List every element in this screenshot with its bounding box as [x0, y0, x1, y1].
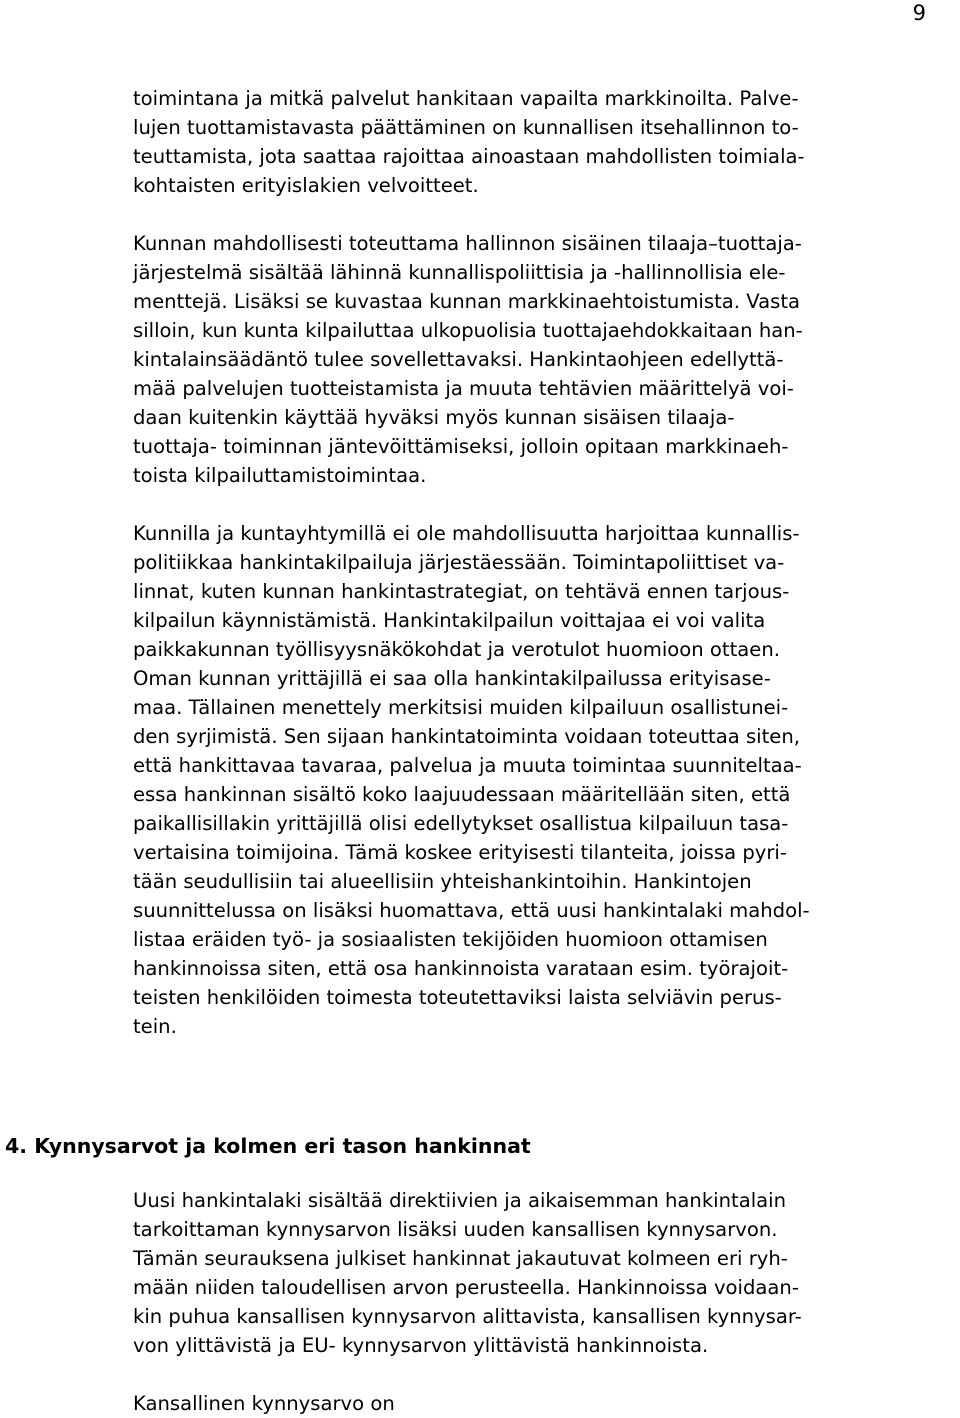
text-line: menttejä. Lisäksi se kuvastaa kunnan markkinaehtoistumista. Vasta: [133, 290, 801, 313]
text-line: kohtaisten erityislakien velvoitteet.: [133, 174, 479, 197]
text-line: silloin, kun kunta kilpailuttaa ulkopuolisia tuottajaehdokkaitaan han-: [133, 319, 803, 342]
text-line: Kansallinen kynnysarvo on: [133, 1392, 395, 1415]
text-line: den syrjimistä. Sen sijaan hankintatoiminta voidaan toteuttaa siten,: [133, 725, 800, 748]
text-line: tään seudullisiin tai alueellisiin yhteishankintoihin. Hankintojen: [133, 870, 752, 893]
text-line: vertaisina toimijoina. Tämä koskee erityisesti tilanteita, joissa pyri-: [133, 841, 787, 864]
text-line: että hankittavaa tavaraa, palvelua ja muuta toimintaa suunniteltaa-: [133, 754, 802, 777]
text-line: toista kilpailuttamistoimintaa.: [133, 464, 427, 487]
text-line: Kunnilla ja kuntayhtymillä ei ole mahdollisuutta harjoittaa kunnallis-: [133, 522, 800, 545]
paragraph-2: [133, 229, 955, 490]
text-line: toimintana ja mitkä palvelut hankitaan vapailta markkinoilta. Palve-: [133, 87, 799, 110]
text-line: daan kuitenkin käyttää hyväksi myös kunnan sisäisen tilaaja-: [133, 406, 735, 429]
text-line: von ylittävistä ja EU- kynnysarvon ylittävistä hankinnoista.: [133, 1334, 709, 1357]
text-line: listaa eräiden työ- ja sosiaalisten tekijöiden huomioon ottamisen: [133, 928, 768, 951]
text-line: teisten henkilöiden toimesta toteutettaviksi laista selviävin perus-: [133, 986, 782, 1009]
text-line: suunnittelussa on lisäksi huomattava, että uusi hankintalaki mahdol-: [133, 899, 810, 922]
section-spacer: [133, 1041, 955, 1132]
text-line: linnat, kuten kunnan hankintastrategiat, on tehtävä ennen tarjous-: [133, 580, 790, 603]
text-line: tein.: [133, 1015, 177, 1038]
text-line: paikkakunnan työllisyysnäkökohdat ja verotulot huomioon ottaen.: [133, 638, 780, 661]
section-paragraph-2: [133, 1389, 955, 1418]
text-line: kintalainsäädäntö tulee sovellettavaksi. Hankintaohjeen edellyttä-: [133, 348, 784, 371]
page-number: 9: [912, 1, 926, 25]
text-line: politiikkaa hankintakilpailuja järjestäessään. Toimintapoliittiset va-: [133, 551, 785, 574]
text-line: tarkoittaman kynnysarvon lisäksi uuden kansallisen kynnysarvon.: [133, 1218, 778, 1241]
section-paragraph-1: [133, 1186, 955, 1360]
text-line: mää palvelujen tuotteistamista ja muuta tehtävien määrittelyä voi-: [133, 377, 794, 400]
document-body: [5, 84, 955, 1418]
text-line: kilpailun käynnistämistä. Hankintakilpailun voittajaa ei voi valita: [133, 609, 766, 632]
text-line: tuottaja- toiminnan jäntevöittämiseksi, jolloin opitaan markkinaeh-: [133, 435, 789, 458]
text-line: paikallisillakin yrittäjillä olisi edellytykset osallistua kilpailuun tasa-: [133, 812, 789, 835]
text-line: järjestelmä sisältää lähinnä kunnallispoliittisia ja -hallinnollisia ele-: [133, 261, 786, 284]
text-line: mään niiden taloudellisen arvon perusteella. Hankinnoissa voidaan-: [133, 1276, 799, 1299]
text-line: essa hankinnan sisältö koko laajuudessaan määritellään siten, että: [133, 783, 791, 806]
paragraph-3: [133, 519, 955, 1041]
text-line: lujen tuottamistavasta päättäminen on kunnallisen itsehallinnon to-: [133, 116, 799, 139]
text-line: kin puhua kansallisen kynnysarvon alittavista, kansallisen kynnysar-: [133, 1305, 802, 1328]
text-line: Kunnan mahdollisesti toteuttama hallinnon sisäinen tilaaja–tuottaja-: [133, 232, 802, 255]
section-heading: 4. Kynnysarvot ja kolmen eri tason hankinnat: [5, 1134, 531, 1158]
text-line: teuttamista, jota saattaa rajoittaa ainoastaan mahdollisten toimiala-: [133, 145, 805, 168]
paragraph-1: [133, 84, 955, 200]
text-line: Oman kunnan yrittäjillä ei saa olla hankintakilpailussa erityisase-: [133, 667, 771, 690]
text-line: hankinnoissa siten, että osa hankinnoista varataan esim. työrajoit-: [133, 957, 789, 980]
text-line: Tämän seurauksena julkiset hankinnat jakautuvat kolmeen eri ryh-: [133, 1247, 788, 1270]
text-line: Uusi hankintalaki sisältää direktiivien ja aikaisemman hankintalain: [133, 1189, 787, 1212]
text-line: maa. Tällainen menettely merkitsisi muiden kilpailuun osallistunei-: [133, 696, 789, 719]
